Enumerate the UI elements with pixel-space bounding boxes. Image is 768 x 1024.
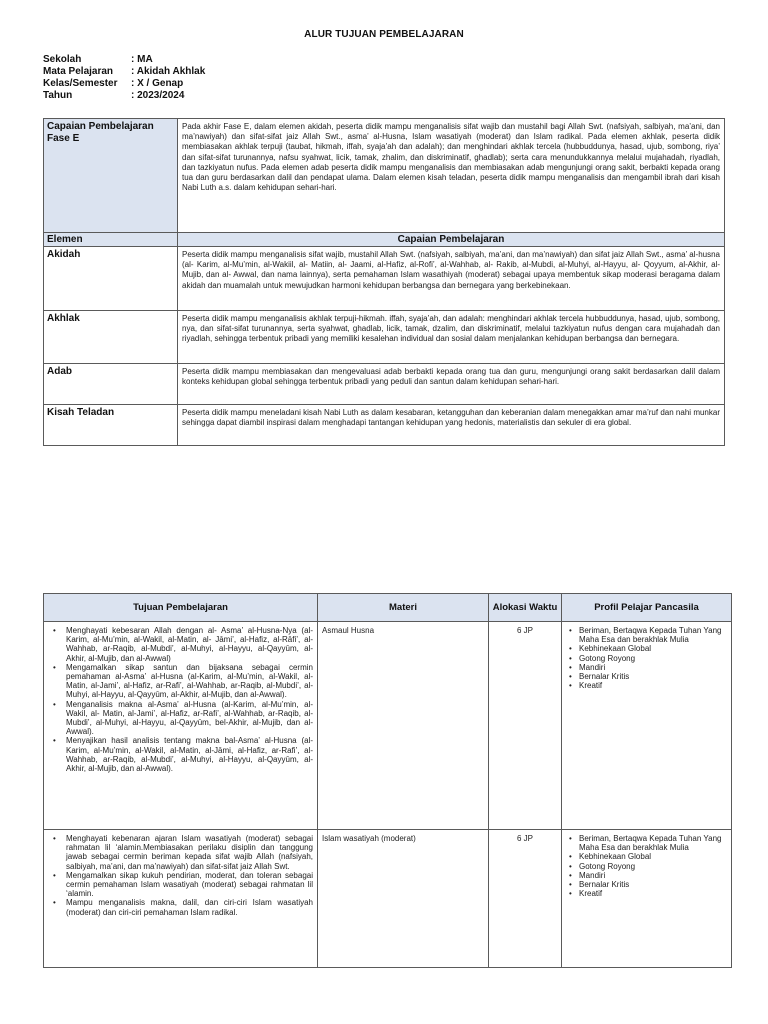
elemen-row-adab xyxy=(44,364,725,405)
elemen-text: Peserta didik mampu meneladani kisah Nabi Luth as dalam kesabaran, ketangguhan dan keberanian dalam menegakkan amar ma’ruf dan nahi munkar sehingga dapat diambil inspirasi dalam menghadapi tantangan kehidupan yang hedonis, materialistis dan sekuler di era global. xyxy=(178,405,725,446)
info-row-kelas-semester xyxy=(43,78,205,90)
info-key: Sekolah xyxy=(43,54,82,65)
profil-cell xyxy=(562,622,732,830)
list-item: • Bernalar Kritis xyxy=(566,672,727,681)
info-value: : MA xyxy=(131,54,153,65)
list-item: • Mengamalkan sikap kukuh pendirian, moderat, dan toleran sebagai cermin pemahaman Islam wasatiyah (moderat) sebagai rahmatan lil ‘alamin. xyxy=(48,871,313,899)
alokasi-cell: 6 JP xyxy=(489,830,562,968)
page-title: ALUR TUJUAN PEMBELAJARAN xyxy=(304,29,464,40)
fase-label: Capaian Pembelajaran Fase E xyxy=(44,119,178,233)
list-item: • Kebhinekaan Global xyxy=(566,644,727,653)
elemen-text: Peserta didik mampu menganalisis sifat wajib, mustahil Allah Swt. (nafsiyah, salbiyah, ma’ani, dan ma’nawiyah) dan sifat jaiz Allah Swt., asma’ al-husna (al- Karim, al-Mu’min, al-Wakiil, al- Matiin, al- Jaami, al-Hafiz, al-Rofi’, al-Wahhab, al- Rakib, al-Mubdi, al-Muhyi, al-Hayyu, al- Qoyyum, al-Akhir, al-Mujib, dan al- Awwal, dan nama lainnya), serta pemahaman Islam wasathiyah (moderat) sebagai upaya membentuk sikap moderasi beragama dalam akidah dan muamalah untuk mewujudkan harmoni kehidupan berbangsa dan bernegara yang berkebinekaan. xyxy=(178,247,725,311)
header-materi: Materi xyxy=(318,594,489,622)
header-tujuan: Tujuan Pembelajaran xyxy=(44,594,318,622)
list-item: • Kreatif xyxy=(566,681,727,690)
list-item: • Mengamalkan sikap santun dan bijaksana sebagai cermin pemahaman al-Asma’ al-Husna (al-Karim, al-Mu’min, al-Wakil, al- Matin, al-Jami’, al-Hafiz, ar-Rafi’, al-Wahhab, ar-Raqib, al-Mubdi’, al-Muhyi, al-Hayyu, al-Qayyūm, al-Akhir, al-Mujib, dan al-Awwal). xyxy=(48,663,313,700)
list-item: • Bernalar Kritis xyxy=(566,880,727,889)
profil-list xyxy=(566,834,727,898)
capaian-pembelajaran-table xyxy=(43,118,725,446)
tp-row-asmaul-husna xyxy=(44,622,732,830)
elemen-label: Adab xyxy=(44,364,178,405)
list-item: • Mampu menganalisis makna, dalil, dan ciri-ciri Islam wasatiyah (moderat) dan ciri-ciri pemahaman Islam radikal. xyxy=(48,898,313,916)
elemen-text: Peserta didik mampu menganalisis akhlak terpuji-hikmah. iffah, syaja’ah, dan adalah: menghindari akhlak tercela hubbuddunya, hasad, ujub, sombong, nya, dan sifat-sifat turunannya, serta syahwat, ghadlab, licik, tamak, dzalim, dan diskriminatif, melalui tazkiyatun nufus dengan cara mujahadah dan riyadlah, sehingga terbentuk pribadi yang memiliki kesalehan individual dan sosial dalam menjalankan kehidupan berbangsa dan bernegara. xyxy=(178,311,725,364)
list-item: • Kebhinekaan Global xyxy=(566,852,727,861)
info-key: Tahun xyxy=(43,90,73,101)
elemen-label: Kisah Teladan xyxy=(44,405,178,446)
info-value: : X / Genap xyxy=(131,78,184,89)
tujuan-list xyxy=(48,626,313,773)
elemen-label: Akidah xyxy=(44,247,178,311)
profil-list xyxy=(566,626,727,690)
list-item: • Beriman, Bertaqwa Kepada Tuhan Yang Maha Esa dan berakhlak Mulia xyxy=(566,834,727,852)
tujuan-pembelajaran-table xyxy=(43,593,732,968)
materi-cell: Islam wasatiyah (moderat) xyxy=(318,830,489,968)
list-item: • Gotong Royong xyxy=(566,862,727,871)
alokasi-cell: 6 JP xyxy=(489,622,562,830)
tujuan-list xyxy=(48,834,313,917)
cp-header: Capaian Pembelajaran xyxy=(178,233,725,247)
list-item: • Kreatif xyxy=(566,889,727,898)
header-profil: Profil Pelajar Pancasila xyxy=(562,594,732,622)
list-item: • Menyajikan hasil analisis tentang makna bal-Asma’ al-Husna (al-Karim, al-Mu’min, al-Wakil, al-Matin, al-Jāmi, al-Hafiz, ar-Rafi’, al- Wahhab, ar-Raqib, al-Mubdi’, al-Muhyi, al-Hayyu, al-Qayyūm, al-Akhir, al-Mujib, dan al-Awwal). xyxy=(48,736,313,773)
elemen-label: Akhlak xyxy=(44,311,178,364)
list-item: • Mandiri xyxy=(566,871,727,880)
list-item: • Gotong Royong xyxy=(566,654,727,663)
list-item: • Beriman, Bertaqwa Kepada Tuhan Yang Maha Esa dan berakhlak Mulia xyxy=(566,626,727,644)
header-alokasi: Alokasi Waktu xyxy=(489,594,562,622)
elemen-row-kisah-teladan xyxy=(44,405,725,446)
elemen-row-akidah xyxy=(44,247,725,311)
elemen-text: Peserta didik mampu membiasakan dan mengevaluasi adab berbakti kepada orang tua dan guru, mengunjungi orang sakit berdasarkan dalil dalam konteks kehidupan global sehingga terbentuk pribadi yang peduli dan santun dalam kehidupan sehari-hari. xyxy=(178,364,725,405)
elemen-header: Elemen xyxy=(44,233,178,247)
list-item: • Menghayati kebenaran ajaran Islam wasatiyah (moderat) sebagai rahmatan lil ‘alamin.Membiasakan perilaku disiplin dan tanggung jawab sebagai cermin beriman kepada sifat wajib Allah (nafsiyah, salbiyah, ma’ani, dan ma’nawiyah) dan sifat-sifat jaiz Allah Swt. xyxy=(48,834,313,871)
tujuan-cell xyxy=(44,622,318,830)
tp-row-islam-wasatiyah xyxy=(44,830,732,968)
document-info xyxy=(43,54,205,102)
info-key: Kelas/Semester xyxy=(43,78,118,89)
materi-cell: Asmaul Husna xyxy=(318,622,489,830)
tujuan-cell xyxy=(44,830,318,968)
info-key: Mata Pelajaran xyxy=(43,66,114,77)
tp-header-row xyxy=(44,594,732,622)
info-row-mata-pelajaran xyxy=(43,66,205,78)
header-row xyxy=(44,233,725,247)
list-item: • Menghayati kebesaran Allah dengan al- Asma’ al-Husna-Nya (al-Karim, al-Mu’min, al-Wakil, al-Matin, al- Jāmi’, al-Hafiz, al-Rāfi’, al-Wahhab, ar-Raqib, al-Mubdi’, al-Muhyi, al-Hayyu, al-Qayyūm, al-Akhir, al-Mujib, dan al-Awwal) xyxy=(48,626,313,663)
list-item: • Menganalisis makna al-Asma’ al-Husna (al-Karim, al-Mu’min, al-Wakil, al- Matin, al-Jami’, al-Hafiz, ar-Rafi’, al-Wahhab, ar-Raqib, al-Mubdi’, al-Muhyi, al-Hayyu, al-Qayyūm, bel-Akhir, al-Mujib, dan al-Awwal). xyxy=(48,700,313,737)
info-row-tahun xyxy=(43,90,205,102)
info-value: : 2023/2024 xyxy=(131,90,185,101)
info-value: : Akidah Akhlak xyxy=(131,66,206,77)
elemen-row-akhlak xyxy=(44,311,725,364)
profil-cell xyxy=(562,830,732,968)
list-item: • Mandiri xyxy=(566,663,727,672)
fase-row xyxy=(44,119,725,233)
info-row-sekolah xyxy=(43,54,205,66)
fase-text: Pada akhir Fase E, dalam elemen akidah, peserta didik mampu menganalisis sifat wajib dan mustahil bagi Allah Swt. (nafsiyah, salbiyah, ma’ani, dan ma’nawiyah) dan sifat-sifat jaiz Allah Swt., asma’ al-Husna, Islam wasatiyah (moderat) dan Islam radikal. Pada elemen akhlak, peserta didik membiasakan akhlak terpuji (taubat, hikmah, iffah, syaja’ah dan adalah); dan menghindari akhlak tercela (hubbuddunya, hasad, ujub, sombong, riya’ dan sifat-sifat turunannya, nafsu syahwat, licik, tamak, zhalim, dan diskriminatif, ghadlab); serta cara menundukkannya melalui mujahadah, riyadlah, dan tazkiyatun nufus. Pada elemen adab peserta didik mampu menganalisis dan membiasakan adab mengunjungi orang sakit, berbakti kepada orang tua dan guru berdasarkan dalil dan pendapat ulama. Dalam elemen kisah teladan, peserta didik mampu menganalisis dan mengambil ibrah dari kisah Nabi Luth a.s. dalam kehidupan sehari-hari. xyxy=(178,119,725,233)
